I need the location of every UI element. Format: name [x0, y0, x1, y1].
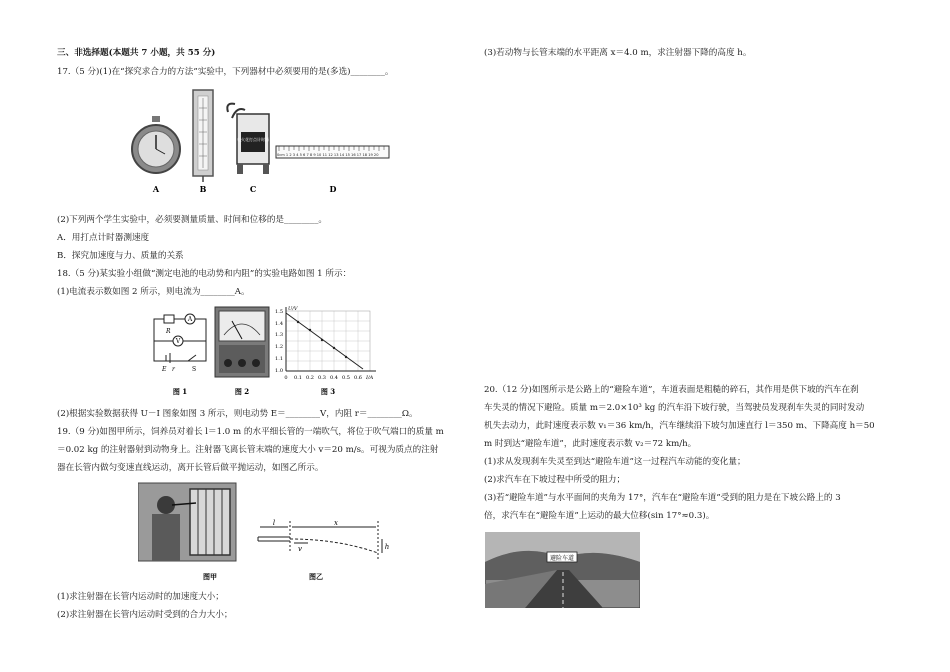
timer-label: 电火花打点计时器: [237, 137, 269, 142]
circuit-label-R: R: [166, 328, 171, 335]
projectile-diagram: [258, 521, 382, 561]
q19-figures: [138, 481, 393, 585]
q18-stem: 18.（5 分)某实验小组做“测定电池的电动势和内阻”的实验电路如图 1 所示：: [57, 269, 352, 279]
xtick: 0.1: [294, 375, 302, 381]
diagram-label-x: x: [334, 519, 338, 527]
fig-jia-caption: 图甲: [203, 572, 217, 581]
label-A: A: [152, 184, 160, 194]
q20-part2: (2)求汽车在下坡过程中所受的阻力；: [484, 475, 626, 485]
q18-part1: (1)电流表示数如图 2 所示，则电流为________A。: [57, 287, 250, 297]
label-B: B: [199, 184, 207, 194]
ruler-scale-text: 0cm 1 2 3 4 5 6 7 8 9 10 11 12 13 14 15 16 17 18 19 20: [277, 153, 379, 157]
diagram-label-v: v: [298, 545, 302, 553]
q17-apparatus-figure: [125, 88, 395, 200]
fig-yi-caption: 图乙: [309, 572, 323, 581]
q17-part2: (2)下列两个学生实验中，必须要测量质量、时间和位移的是________。: [57, 215, 327, 225]
label-D: D: [329, 184, 337, 194]
q19-stem-3: 器在长管内做匀变速直线运动，离开长管后做平抛运动，如图乙所示。: [57, 463, 324, 473]
xtick: 0: [284, 375, 288, 381]
xtick: 0.2: [306, 375, 314, 381]
section-header: 三、非选择题(本题共 7 小题，共 55 分): [57, 48, 216, 58]
ytick: 1.3: [275, 332, 283, 338]
q20-part1: (1)求从发现刹车失灵至到达“避险车道”这一过程汽车动能的变化量；: [484, 457, 746, 467]
q20-part3-b: 倍，求汽车在“避险车道”上运动的最大位移(sin 17°≈0.3)。: [484, 511, 715, 521]
q20-stem-3: 机失去动力，此时速度表示数 v₁＝36 km/h，汽车继续沿下坡匀加速直行 l＝350 m、下降高度 h＝50: [484, 421, 875, 431]
q20-part3-a: (3)若“避险车道”与水平面间的夹角为 17°，汽车在“避险车道”受到的阻力是在下坡公路上的 3: [484, 493, 841, 503]
label-C: C: [249, 184, 257, 194]
q19-stem-2: ＝0.02 kg 的注射器射到动物身上。注射器飞离长管末端的速度大小 v＝20 m/s。可视为质点的注射: [57, 445, 439, 455]
q20-stem-2: 车失灵的情况下避险。质量 m＝2.0×10³ kg 的汽车沿下坡行驶，当驾驶员发现刹车失灵的同时发动: [484, 403, 865, 413]
circuit-label-V: V: [175, 338, 181, 345]
q17-stem: 17.（5 分)(1)在“探究求合力的方法”实验中，下列器材中必须要用的是(多选)________。: [57, 67, 394, 77]
escape-lane-sign: 避险车道: [549, 555, 575, 562]
circuit-label-E: E: [162, 366, 167, 373]
ruler-icon: [276, 146, 389, 158]
q17-option-a: A．用打点计时器测速度: [57, 233, 150, 243]
ammeter-photo: [215, 307, 269, 377]
fig2-caption: 图 2: [234, 387, 250, 396]
ytick: 1.0: [275, 368, 283, 374]
q19-part2: (2)求注射器在长管内运动时受到的合力大小；: [57, 610, 233, 620]
fig1-caption: 图 1: [172, 387, 188, 396]
q17-option-b: B．探究加速度与力、质量的关系: [57, 251, 184, 261]
escape-lane-photo: [485, 532, 640, 608]
stopwatch-icon: [132, 116, 180, 173]
q19-part3: (3)若动物与长管末端的水平距离 x＝4.0 m，求注射器下降的高度 h。: [484, 48, 752, 58]
feeder-photo: [138, 483, 236, 561]
fig3-caption: 图 3: [320, 387, 336, 396]
ytick: 1.1: [275, 356, 283, 362]
diagram-label-h: h: [384, 543, 390, 551]
spring-scale-icon: [193, 90, 213, 182]
ui-graph: [275, 306, 376, 381]
q19-stem-1: 19.（9 分)如图甲所示，饲养员对着长 l＝1.0 m 的水平细长管的一端吹气，将位于吹气端口的质量 m: [57, 427, 444, 437]
circuit-label-A: A: [187, 316, 193, 323]
q18-figures: [148, 305, 383, 399]
diagram-label-l: l: [272, 519, 276, 527]
q20-stem-1: 20.（12 分)如图所示是公路上的“避险车道”，车道表面是粗糙的碎石，其作用是供下坡的汽车在刹: [484, 385, 859, 395]
circuit-label-r: r: [172, 366, 175, 373]
spark-timer-icon: [227, 104, 269, 174]
q20-stem-4: m 时到达“避险车道”，此时速度表示数 v₂＝72 km/h。: [484, 439, 697, 449]
xtick: 0.4: [330, 375, 338, 381]
graph-xlabel: I/A: [366, 375, 374, 381]
ytick: 1.4: [275, 321, 283, 327]
ytick: 1.5: [275, 309, 283, 315]
q19-part1: (1)求注射器在长管内运动时的加速度大小；: [57, 592, 224, 602]
xtick: 0.3: [318, 375, 326, 381]
circuit-label-S: S: [192, 366, 197, 373]
ytick: 1.2: [275, 344, 283, 350]
graph-ylabel: U/V: [288, 306, 298, 312]
xtick: 0.6: [354, 375, 362, 381]
xtick: 0.5: [342, 375, 350, 381]
q18-part2: (2)根据实验数据获得 U－I 图象如图 3 所示，则电动势 E＝________V，内阻 r＝________Ω。: [57, 409, 418, 419]
